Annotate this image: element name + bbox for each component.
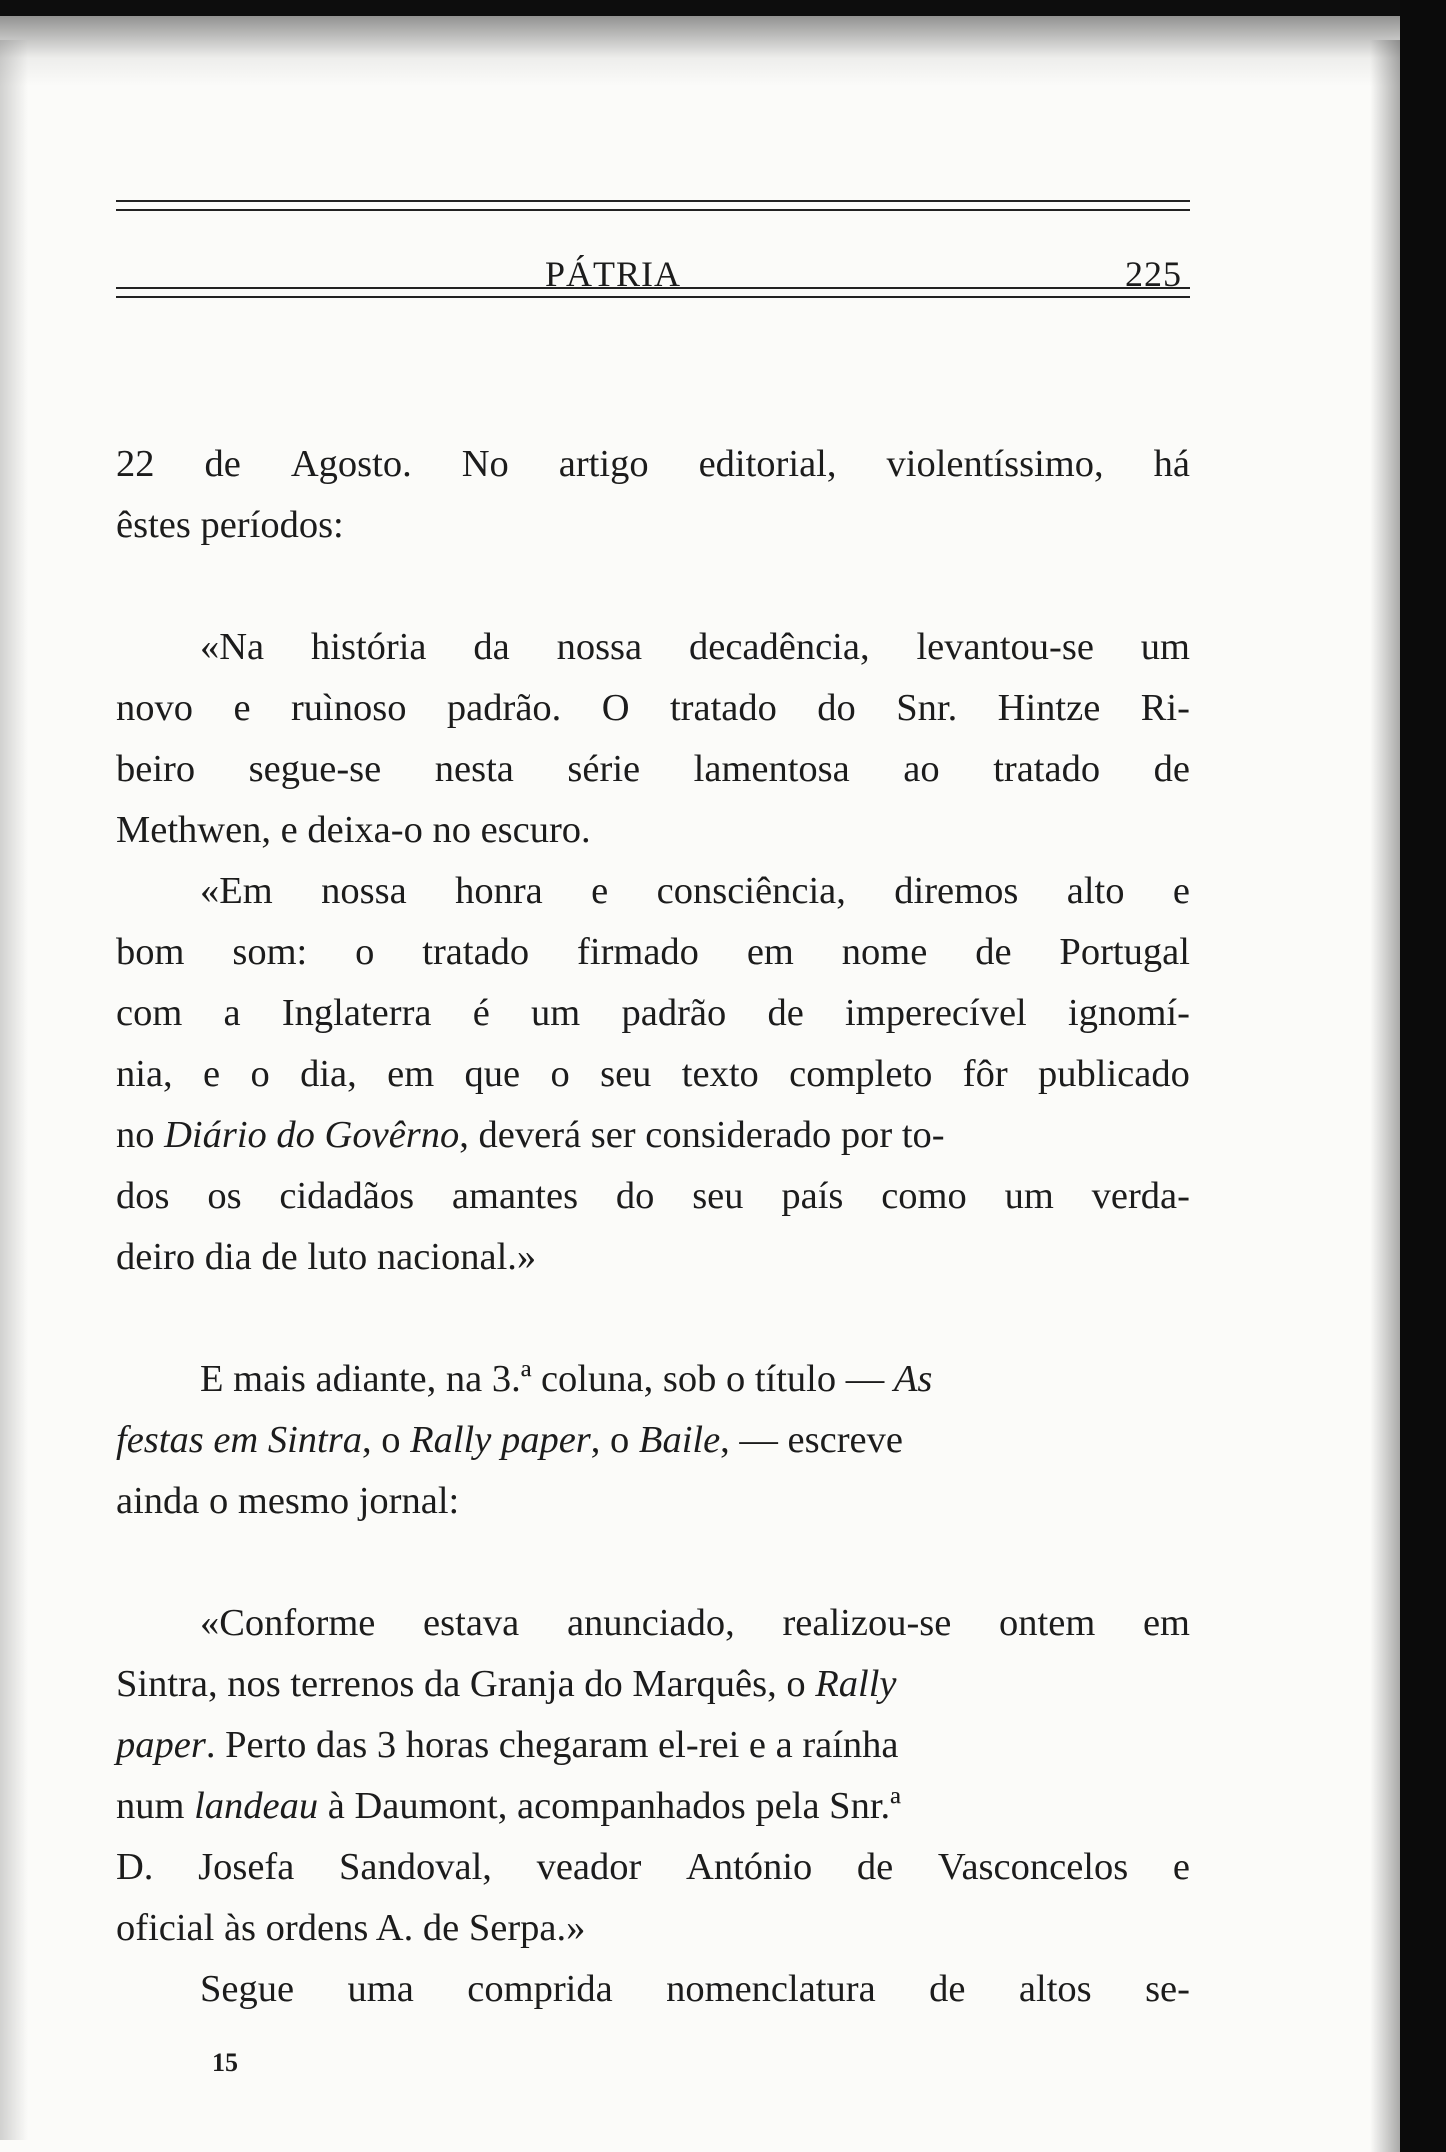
body-text	[116, 434, 1190, 2020]
word: tratado	[422, 931, 530, 973]
text-line	[116, 1959, 1190, 2020]
italic-run: landeau	[194, 1785, 319, 1827]
word: ignomí-	[1068, 992, 1190, 1034]
word: Vasconcelos	[937, 1846, 1129, 1888]
text-line	[116, 1776, 1190, 1837]
word: decadência,	[688, 626, 870, 668]
word: de	[767, 992, 804, 1034]
word: bom	[116, 931, 185, 973]
text-line	[116, 922, 1190, 983]
word: D.	[116, 1846, 154, 1888]
text-line	[116, 1166, 1190, 1227]
word: texto	[681, 1053, 759, 1095]
word: Snr.	[896, 687, 958, 729]
word: e	[233, 687, 251, 729]
word: «Em	[200, 870, 273, 912]
word: o	[355, 931, 375, 973]
word: de	[975, 931, 1012, 973]
word: nome	[841, 931, 928, 973]
word: editorial,	[698, 443, 837, 485]
scan-left-shadow	[0, 40, 28, 2140]
word: Agosto.	[290, 443, 412, 485]
word: artigo	[558, 443, 649, 485]
italic-run: Rally paper	[410, 1419, 591, 1461]
word: da	[473, 626, 510, 668]
word: nossa	[321, 870, 407, 912]
word: se-	[1145, 1968, 1190, 2010]
word: cidadãos	[279, 1175, 415, 1217]
word: e	[1172, 870, 1190, 912]
word: de	[856, 1846, 894, 1888]
text-run: , deverá ser considerado por to-	[459, 1114, 945, 1156]
text-line	[116, 1593, 1190, 1654]
word: alto	[1066, 870, 1125, 912]
word: nossa	[556, 626, 643, 668]
word: e	[1172, 1846, 1190, 1888]
word: em	[1142, 1602, 1190, 1644]
word: o	[250, 1053, 270, 1095]
word: lamentosa	[693, 748, 850, 790]
text-run: no	[116, 1114, 165, 1156]
word: série	[567, 748, 641, 790]
word: história	[311, 626, 427, 668]
text-line	[116, 1044, 1190, 1105]
word: dos	[116, 1175, 170, 1217]
word: firmado	[577, 931, 699, 973]
word: em	[387, 1053, 435, 1095]
scan-top-shadow	[0, 16, 1446, 86]
text-run: . Perto das 3 horas chegaram el-rei e a raínha	[205, 1724, 899, 1766]
text-line	[116, 1410, 1190, 1471]
word: som:	[232, 931, 308, 973]
word: nesta	[434, 748, 514, 790]
word: um	[1004, 1175, 1054, 1217]
word: completo	[789, 1053, 933, 1095]
text-line: êstes períodos:	[116, 504, 344, 546]
word: de	[1153, 748, 1190, 790]
word: verda-	[1091, 1175, 1190, 1217]
word: que	[464, 1053, 521, 1095]
word: «Na	[200, 626, 265, 668]
text-line	[116, 861, 1190, 922]
word: de	[929, 1968, 966, 2010]
word: ontem	[999, 1602, 1096, 1644]
italic-run: Diário do Govêrno	[164, 1114, 460, 1156]
italic-run: paper	[116, 1724, 206, 1766]
header-rule-top	[116, 200, 1190, 211]
word: Segue	[200, 1968, 295, 2010]
word: e	[203, 1053, 221, 1095]
scan-right-shadow	[1370, 40, 1400, 2152]
text-line	[116, 1654, 1190, 1715]
paragraph-gap	[116, 1288, 1190, 1349]
text-line: ainda o mesmo jornal:	[116, 1480, 460, 1522]
word: imperecível	[845, 992, 1027, 1034]
running-head	[116, 211, 1190, 294]
word: beiro	[116, 748, 196, 790]
word: país	[781, 1175, 844, 1217]
word: comprida	[467, 1968, 613, 2010]
word: veador	[536, 1846, 642, 1888]
scan-top-border	[0, 0, 1446, 16]
word: padrão.	[446, 687, 562, 729]
word: o	[550, 1053, 570, 1095]
word: realizou-se	[782, 1602, 952, 1644]
word: um	[531, 992, 581, 1034]
word: padrão	[621, 992, 727, 1034]
word: segue-se	[248, 748, 382, 790]
word: diremos	[894, 870, 1019, 912]
word: com	[116, 992, 183, 1034]
word: António	[686, 1846, 813, 1888]
book-page	[116, 200, 1190, 2020]
italic-run: festas em Sintra	[116, 1419, 362, 1461]
word: tratado	[993, 748, 1101, 790]
italic-run: As	[893, 1358, 933, 1400]
word: novo	[116, 687, 193, 729]
word: Ri-	[1140, 687, 1190, 729]
word: Sandoval,	[339, 1846, 492, 1888]
word: nia,	[116, 1053, 173, 1095]
word: consciência,	[656, 870, 846, 912]
word: seu	[692, 1175, 744, 1217]
word: do	[615, 1175, 655, 1217]
word: estava	[423, 1602, 520, 1644]
word: honra	[455, 870, 543, 912]
text-line	[116, 739, 1190, 800]
running-title: PÁTRIA	[544, 254, 681, 294]
word: e	[591, 870, 609, 912]
word: nomenclatura	[666, 1968, 876, 2010]
word: Josefa	[198, 1846, 295, 1888]
word: dia,	[300, 1053, 357, 1095]
word: Hintze	[997, 687, 1101, 729]
word: altos	[1018, 1968, 1092, 2010]
word: é	[472, 992, 490, 1034]
text-line	[116, 1837, 1190, 1898]
text-run: , o	[590, 1419, 639, 1461]
word: 22	[116, 443, 155, 485]
paragraph-gap	[116, 1532, 1190, 1593]
word: anunciado,	[566, 1602, 735, 1644]
text-line	[116, 678, 1190, 739]
word: No	[461, 443, 509, 485]
italic-run: Rally	[815, 1663, 897, 1705]
word: em	[746, 931, 794, 973]
text-run: num	[116, 1785, 195, 1827]
word: O	[601, 687, 630, 729]
text-line: Methwen, e deixa-o no escuro.	[116, 809, 591, 851]
page-number: 225	[1125, 254, 1182, 294]
word: seu	[600, 1053, 652, 1095]
word: do	[817, 687, 856, 729]
italic-run: Baile	[638, 1419, 721, 1461]
word: ao	[903, 748, 940, 790]
printer-signature: 15	[212, 2048, 238, 2077]
word: uma	[347, 1968, 414, 2010]
text-line	[116, 1349, 1190, 1410]
word: Inglaterra	[281, 992, 432, 1034]
word: amantes	[451, 1175, 579, 1217]
word: «Conforme	[200, 1602, 376, 1644]
scan-right-border	[1400, 0, 1446, 2152]
text-line: oficial às ordens A. de Serpa.»	[116, 1907, 586, 1949]
text-line	[116, 1715, 1190, 1776]
text-run: E mais adiante, na 3.ª coluna, sob o título —	[200, 1358, 894, 1400]
word: tratado	[669, 687, 777, 729]
word: os	[207, 1175, 242, 1217]
text-run: , — escreve	[720, 1419, 903, 1461]
word: violentíssimo,	[886, 443, 1104, 485]
word: um	[1140, 626, 1190, 668]
word: levantou-se	[916, 626, 1094, 668]
text-line	[116, 434, 1190, 495]
word: como	[881, 1175, 967, 1217]
word: publicado	[1038, 1053, 1190, 1095]
word: a	[223, 992, 241, 1034]
text-run: à Daumont, acompanhados pela Snr.ª	[318, 1785, 901, 1827]
text-line	[116, 1105, 1190, 1166]
text-line	[116, 983, 1190, 1044]
paragraph-gap	[116, 556, 1190, 617]
word: de	[204, 443, 241, 485]
text-run: Sintra, nos terrenos da Granja do Marquês, o	[116, 1663, 816, 1705]
text-run: , o	[361, 1419, 411, 1461]
word: ruìnoso	[290, 687, 407, 729]
word: Portugal	[1059, 931, 1190, 973]
word: há	[1153, 443, 1190, 485]
text-line: deiro dia de luto nacional.»	[116, 1236, 537, 1278]
word: fôr	[962, 1053, 1008, 1095]
text-line	[116, 617, 1190, 678]
